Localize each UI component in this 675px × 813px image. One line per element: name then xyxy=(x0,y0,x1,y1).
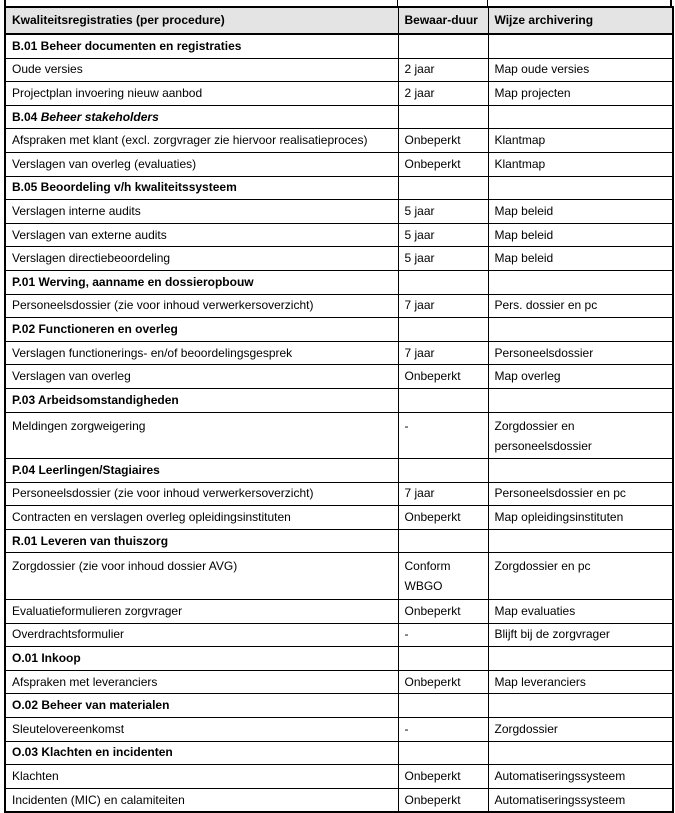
table-row xyxy=(5,788,673,812)
registration-name-cell: Contracten en verslagen overleg opleidingsinstituten xyxy=(5,506,398,530)
archiving-cell: Map leveranciers xyxy=(488,670,673,694)
retention-cell: Onbeperkt xyxy=(398,765,488,789)
registration-name-cell: Klachten xyxy=(5,765,398,789)
retention-cell: 7 jaar xyxy=(398,294,488,318)
archiving-cell: Map beleid xyxy=(488,247,673,271)
registration-name-cell: Oude versies xyxy=(5,58,398,82)
empty-retention-cell xyxy=(398,694,488,718)
empty-retention-cell xyxy=(398,318,488,342)
retention-cell: Onbeperkt xyxy=(398,129,488,153)
archiving-cell: Automatiseringssysteem xyxy=(488,788,673,812)
registration-name-cell: Verslagen directiebeoordeling xyxy=(5,247,398,271)
archiving-cell: Map overleg xyxy=(488,365,673,389)
table-row xyxy=(5,129,673,153)
table-row xyxy=(5,365,673,389)
section-row xyxy=(5,529,673,553)
archiving-cell: Zorgdossier en personeelsdossier xyxy=(488,412,673,459)
registration-name-cell: Afspraken met klant (excl. zorgvrager zie hiervoor realisatieproces) xyxy=(5,129,398,153)
archiving-cell: Map evaluaties xyxy=(488,600,673,624)
section-title-cell: P.03 Arbeidsomstandigheden xyxy=(5,388,398,412)
empty-retention-cell xyxy=(398,741,488,765)
section-title-cell: B.01 Beheer documenten en registraties xyxy=(5,34,398,58)
table-row xyxy=(5,600,673,624)
registration-name-cell: Overdrachtsformulier xyxy=(5,623,398,647)
section-row xyxy=(5,388,673,412)
registration-name-cell: Sleutelovereenkomst xyxy=(5,718,398,742)
section-row xyxy=(5,459,673,483)
table-row xyxy=(5,341,673,365)
empty-archiving-cell xyxy=(488,529,673,553)
archiving-cell: Zorgdossier xyxy=(488,718,673,742)
empty-archiving-cell xyxy=(488,694,673,718)
archiving-cell: Pers. dossier en pc xyxy=(488,294,673,318)
section-title-cell: O.01 Inkoop xyxy=(5,647,398,671)
registration-name-cell: Personeelsdossier (zie voor inhoud verwerkersoverzicht) xyxy=(5,294,398,318)
table-row xyxy=(5,506,673,530)
archiving-cell: Klantmap xyxy=(488,152,673,176)
archiving-cell: Blijft bij de zorgvrager xyxy=(488,623,673,647)
table-row xyxy=(5,223,673,247)
empty-retention-cell xyxy=(398,34,488,58)
retention-cell: 7 jaar xyxy=(398,482,488,506)
registration-name-cell: Verslagen van overleg (evaluaties) xyxy=(5,152,398,176)
archiving-cell: Klantmap xyxy=(488,129,673,153)
section-title-cell: P.01 Werving, aanname en dossieropbouw xyxy=(5,270,398,294)
retention-cell: Onbeperkt xyxy=(398,506,488,530)
archiving-cell: Map beleid xyxy=(488,200,673,224)
empty-retention-cell xyxy=(398,529,488,553)
empty-retention-cell xyxy=(398,647,488,671)
empty-retention-cell xyxy=(398,176,488,200)
registration-name-cell: Projectplan invoering nieuw aanbod xyxy=(5,82,398,106)
retention-cell: Onbeperkt xyxy=(398,365,488,389)
retention-cell: - xyxy=(398,412,488,459)
registration-name-cell: Verslagen van externe audits xyxy=(5,223,398,247)
retention-cell: Onbeperkt xyxy=(398,600,488,624)
archiving-cell: Map projecten xyxy=(488,82,673,106)
section-title-cell: P.02 Functioneren en overleg xyxy=(5,318,398,342)
retention-cell: 2 jaar xyxy=(398,58,488,82)
registration-name-cell: Verslagen van overleg xyxy=(5,365,398,389)
empty-archiving-cell xyxy=(488,741,673,765)
table-row xyxy=(5,765,673,789)
retention-cell: Conform WBGO xyxy=(398,553,488,600)
empty-archiving-cell xyxy=(488,34,673,58)
table-row xyxy=(5,718,673,742)
retention-cell: - xyxy=(398,718,488,742)
table-row xyxy=(5,247,673,271)
empty-archiving-cell xyxy=(488,176,673,200)
registration-name-cell: Incidenten (MIC) en calamiteiten xyxy=(5,788,398,812)
section-title-italic: Beheer stakeholders xyxy=(40,109,159,124)
section-title-cell: O.03 Klachten en incidenten xyxy=(5,741,398,765)
column-header-retention: Bewaar-duur xyxy=(398,7,488,34)
table-row xyxy=(5,152,673,176)
table-row xyxy=(5,670,673,694)
empty-retention-cell xyxy=(398,459,488,483)
section-title-cell: B.05 Beoordeling v/h kwaliteitssysteem xyxy=(5,176,398,200)
retention-cell: 7 jaar xyxy=(398,341,488,365)
empty-archiving-cell xyxy=(488,318,673,342)
column-header-registrations: Kwaliteitsregistraties (per procedure) xyxy=(5,7,398,34)
archiving-cell: Map oude versies xyxy=(488,58,673,82)
empty-retention-cell xyxy=(398,388,488,412)
section-row xyxy=(5,270,673,294)
archiving-cell: Personeelsdossier xyxy=(488,341,673,365)
retention-cell: 5 jaar xyxy=(398,247,488,271)
section-title-cell: O.02 Beheer van materialen xyxy=(5,694,398,718)
empty-archiving-cell xyxy=(488,647,673,671)
section-title-cell: P.04 Leerlingen/Stagiaires xyxy=(5,459,398,483)
registration-name-cell: Afspraken met leveranciers xyxy=(5,670,398,694)
section-row xyxy=(5,694,673,718)
empty-retention-cell xyxy=(398,270,488,294)
archiving-cell: Personeelsdossier en pc xyxy=(488,482,673,506)
table-row xyxy=(5,553,673,600)
archiving-cell: Map beleid xyxy=(488,223,673,247)
empty-retention-cell xyxy=(398,105,488,129)
retention-cell: - xyxy=(398,623,488,647)
retention-cell: Onbeperkt xyxy=(398,788,488,812)
section-title-cell: B.04 Beheer stakeholders xyxy=(5,105,398,129)
retention-cell: Onbeperkt xyxy=(398,670,488,694)
retention-cell: 2 jaar xyxy=(398,82,488,106)
section-row xyxy=(5,105,673,129)
archiving-cell: Map opleidingsinstituten xyxy=(488,506,673,530)
table-row xyxy=(5,294,673,318)
empty-archiving-cell xyxy=(488,459,673,483)
table-row xyxy=(5,482,673,506)
section-row xyxy=(5,176,673,200)
retention-cell: Onbeperkt xyxy=(398,152,488,176)
empty-archiving-cell xyxy=(488,105,673,129)
registration-name-cell: Verslagen functionerings- en/of beoordelingsgesprek xyxy=(5,341,398,365)
archiving-cell: Zorgdossier en pc xyxy=(488,553,673,600)
table-header-row xyxy=(5,7,673,34)
section-row xyxy=(5,34,673,58)
archiving-cell: Automatiseringssysteem xyxy=(488,765,673,789)
registration-name-cell: Verslagen interne audits xyxy=(5,200,398,224)
quality-registrations-table xyxy=(4,6,674,813)
registration-name-cell: Zorgdossier (zie voor inhoud dossier AVG) xyxy=(5,553,398,600)
retention-cell: 5 jaar xyxy=(398,200,488,224)
section-row xyxy=(5,647,673,671)
column-header-archiving: Wijze archivering xyxy=(488,7,673,34)
empty-archiving-cell xyxy=(488,270,673,294)
table-row xyxy=(5,412,673,459)
empty-archiving-cell xyxy=(488,388,673,412)
registration-name-cell: Evaluatieformulieren zorgvrager xyxy=(5,600,398,624)
table-row xyxy=(5,200,673,224)
section-row xyxy=(5,741,673,765)
table-row xyxy=(5,623,673,647)
section-title-cell: R.01 Leveren van thuiszorg xyxy=(5,529,398,553)
table-row xyxy=(5,58,673,82)
registration-name-cell: Personeelsdossier (zie voor inhoud verwerkersoverzicht) xyxy=(5,482,398,506)
section-row xyxy=(5,318,673,342)
registration-name-cell: Meldingen zorgweigering xyxy=(5,412,398,459)
table-row xyxy=(5,82,673,106)
retention-cell: 5 jaar xyxy=(398,223,488,247)
